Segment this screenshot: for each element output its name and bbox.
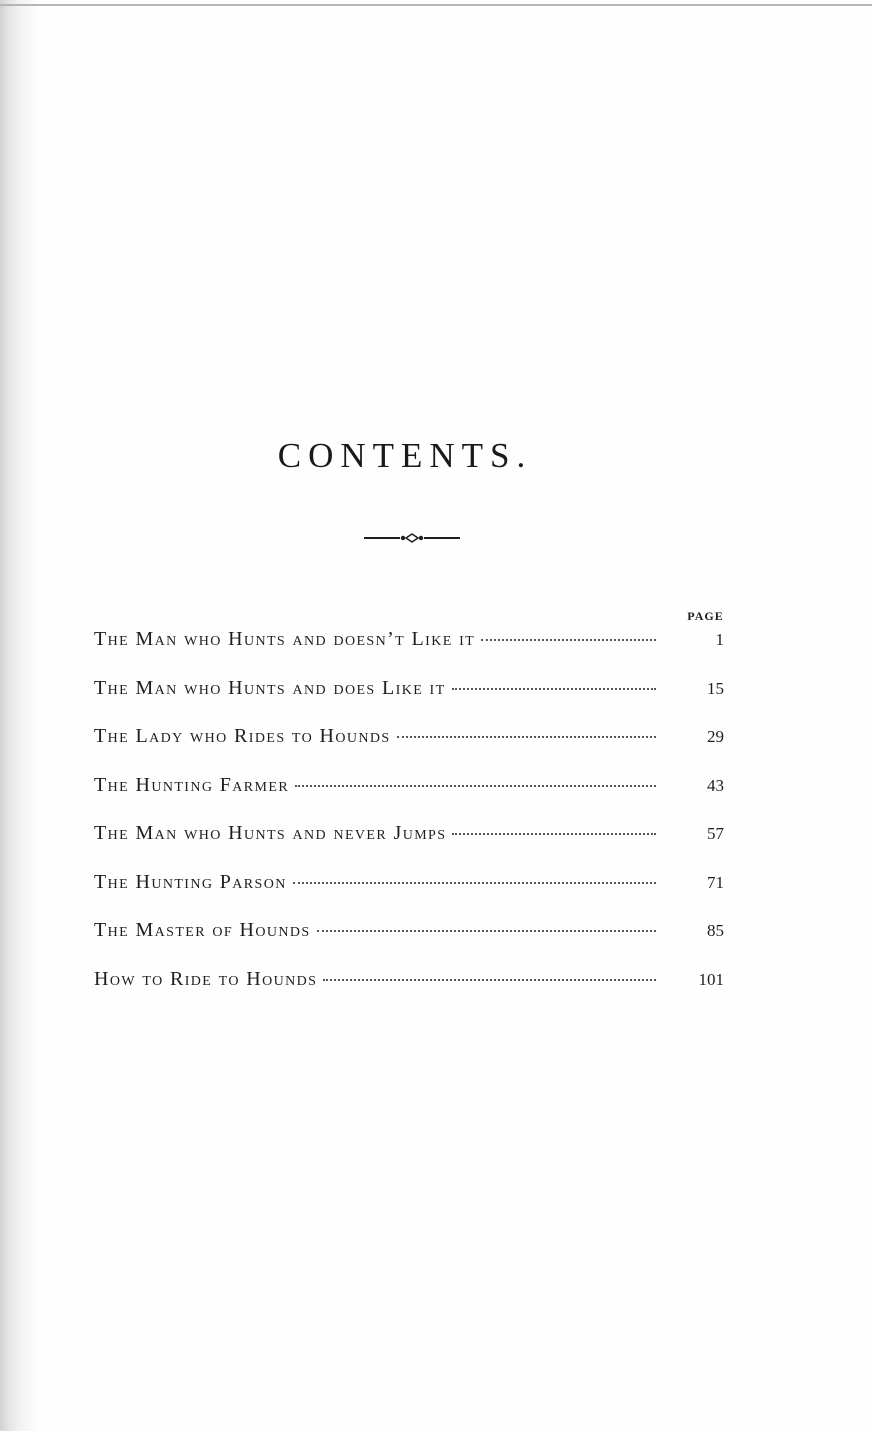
toc-entry xyxy=(94,624,724,673)
toc-entry xyxy=(94,867,724,916)
toc-entry-page: 1 xyxy=(715,630,724,649)
toc-entry-page: 57 xyxy=(707,824,724,843)
toc-entry-page: 29 xyxy=(707,727,724,746)
toc-dot-leader xyxy=(481,639,656,641)
toc-dot-leader xyxy=(397,736,656,738)
toc-entry-page: 101 xyxy=(698,969,724,989)
toc-entry-title: The Hunting Parson xyxy=(94,870,287,893)
toc-entry-title: The Man who Hunts and doesn’t Like it xyxy=(94,628,476,650)
toc-entry-page: 43 xyxy=(707,775,724,795)
toc-dot-leader xyxy=(317,930,656,932)
toc-entry xyxy=(94,673,724,722)
toc-dot-leader xyxy=(323,979,656,981)
toc-entry xyxy=(94,721,724,770)
page-title: CONTENTS. xyxy=(277,436,533,475)
toc-dot-leader xyxy=(293,882,656,884)
toc-dot-leader xyxy=(295,785,656,787)
decorative-rule-ornament-icon xyxy=(364,528,460,548)
toc-dot-leader xyxy=(452,688,656,690)
toc-entry-title: The Hunting Farmer xyxy=(94,773,290,796)
toc-entry-title: The Lady who Rides to Hounds xyxy=(94,725,391,747)
toc-entry-page: 15 xyxy=(707,678,724,698)
toc-entry-title: The Master of Hounds xyxy=(94,919,311,941)
toc-entry xyxy=(94,770,724,819)
toc-entry xyxy=(94,818,724,867)
toc-entry xyxy=(94,915,724,964)
toc-entry xyxy=(94,964,724,1013)
toc-entry-title: The Man who Hunts and does Like it xyxy=(94,676,446,699)
table-of-contents xyxy=(94,624,724,1012)
scan-binding-shadow xyxy=(0,0,40,1431)
scan-top-edge xyxy=(0,4,872,6)
toc-entry-title: The Man who Hunts and never Jumps xyxy=(94,822,447,844)
toc-entry-page: 71 xyxy=(707,872,724,892)
toc-entry-page: 85 xyxy=(707,921,724,940)
toc-entry-title: How to Ride to Hounds xyxy=(94,967,318,990)
page-column-label: PAGE xyxy=(687,609,724,623)
toc-dot-leader xyxy=(452,833,656,835)
